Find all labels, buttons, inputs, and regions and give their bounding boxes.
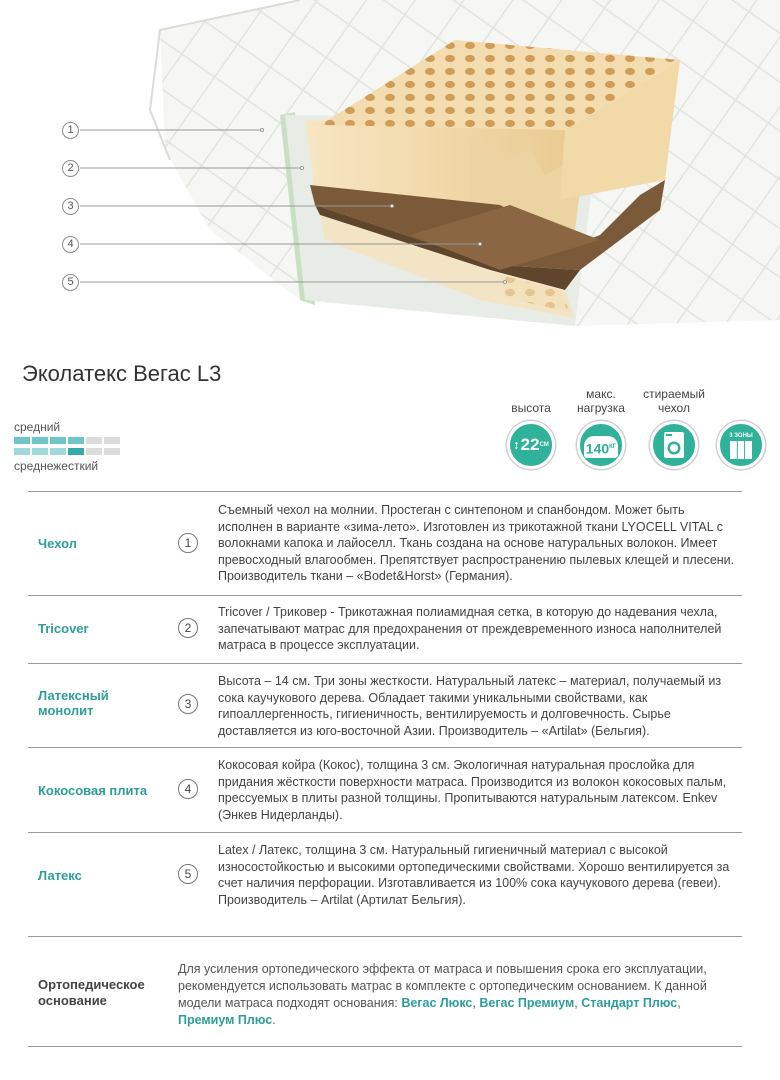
firmness-segment (50, 448, 66, 455)
layer-name: Чехол (38, 536, 77, 551)
firmness-segment (14, 437, 30, 444)
mattress-illustration (0, 0, 780, 330)
firmness-segment (50, 437, 66, 444)
layer-name: Латекс (38, 868, 82, 883)
firmness-segment (104, 437, 120, 444)
layer-description: Latex / Латекс, толщина 3 см. Натуральный гигиеничный материал с высокой износостойкостью и высокими ортопедическими свойствами. Хорошо вентилируется за счет наличия перфорации. Изготавливается из 100% сока каучукового дерева (гевеи). Производитель – Artilat (Артилат Бельгия). (218, 843, 730, 907)
firmness-segment (104, 448, 120, 455)
layer-number: 1 (178, 533, 198, 553)
feature-load-label: макс. нагрузка (577, 387, 625, 415)
feature-height-label: высота (511, 401, 551, 415)
callout-3: 3 (62, 198, 79, 215)
feature-zones (710, 383, 772, 469)
bottom-divider (28, 1046, 742, 1047)
layer-description: Высота – 14 см. Три зоны жесткости. Натуральный латекс – материал, получаемый из сока каучукового дерева. Обладает такими уникальными свойствами, как гипоаллергенность, гигиеничность, вентилируемость и долговечность. Сырье доставляется из юго-восточной Азии. Производитель – «Artilat» (Бельгия). (218, 674, 722, 738)
layer-row-2 (28, 595, 742, 663)
base-title: Ортопедическое основание (38, 977, 145, 1008)
layer-row-4 (28, 747, 742, 832)
feature-washable-label: стираемый чехол (643, 387, 705, 415)
firmness-segment (14, 448, 30, 455)
firmness-segment (32, 448, 48, 455)
layer-number: 5 (178, 864, 198, 884)
base-link-premium-plus[interactable]: Премиум Плюс (178, 1013, 273, 1027)
feature-washable-cover (638, 383, 710, 469)
feature-load-unit: КГ (609, 444, 617, 450)
callout-5: 5 (62, 274, 79, 291)
firmness-indicator (14, 420, 124, 473)
washing-machine-icon (650, 421, 698, 469)
layer-description: Кокосовая койра (Кокос), толщина 3 см. Экологичная натуральная прослойка для придания жёсткости поверхности матраса. Производится из волокон кокосовых пальм, прессуемых в плиты разной толщины. Пропитываются натуральным латексом. Enkev (Энкев Нидерланды). (218, 758, 727, 822)
layer-row-1 (28, 491, 742, 595)
three-zones-icon (717, 421, 765, 469)
feature-badges (500, 383, 775, 473)
layer-name: Tricover (38, 621, 89, 636)
feature-load-value: 140 (585, 440, 610, 457)
layer-row-5 (28, 832, 742, 936)
firmness-segment (68, 448, 84, 455)
feature-height (500, 383, 562, 469)
firmness-bottom-label: среднежесткий (14, 459, 99, 473)
load-weight-icon (577, 421, 625, 469)
feature-height-value: 22 (520, 435, 540, 454)
firmness-top-label: средний (14, 420, 61, 434)
base-link-standard-plus[interactable]: Стандарт Плюс (581, 996, 678, 1010)
layer-number: 3 (178, 694, 198, 714)
feature-zones-value: 3 ЗОНЫ (729, 433, 753, 439)
base-link-vegas-lux[interactable]: Вегас Люкс (401, 996, 473, 1010)
firmness-segment (32, 437, 48, 444)
layer-number: 4 (178, 779, 198, 799)
feature-height-unit: СМ (539, 442, 549, 448)
firmness-top-bar (14, 437, 124, 444)
washing-machine-icon (653, 424, 695, 466)
base-intro: Для усиления ортопедического эффекта от матраса и повышения срока его эксплуатации, рекомендуется использовать матрас в комплекте с ортопедическим основанием. К данной модели матраса подходят основания: (178, 962, 707, 1010)
callout-1: 1 (62, 122, 79, 139)
firmness-segment (68, 437, 84, 444)
layer-number: 2 (178, 618, 198, 638)
feature-load (566, 383, 636, 469)
base-description: Для усиления ортопедического эффекта от матраса и повышения срока его эксплуатации, рекомендуется использовать матрас в комплекте с ортопедическим основанием. К данной модели матраса подходят основания: Вегас Люкс, Вегас Премиум, Стандарт Плюс, Премиум Плюс. (178, 962, 707, 1027)
layer-description: Tricover / Триковер - Трикотажная полиамидная сетка, в которую до надевания чехла, запечатывают матрас для предохранения от преждевременного износа наполнителей матраса в процессе эксплуатации. (218, 605, 722, 652)
three-zones-icon (720, 424, 762, 466)
firmness-segment (86, 437, 102, 444)
layer-name: Кокосовая плита (38, 783, 148, 798)
product-title: Эколатекс Вегас L3 (22, 361, 222, 386)
height-arrows-icon: ↕ 22 СМ (507, 421, 555, 469)
layer-row-3 (28, 663, 742, 747)
mattress-cutaway-image (0, 0, 780, 330)
callout-4: 4 (62, 236, 79, 253)
callout-2: 2 (62, 160, 79, 177)
layer-description: Съемный чехол на молнии. Простеган с синтепоном и спанбондом. Может быть исполнен в варианте «зима-лето». Изготовлен из трикотажной ткани LYOCELL VITAL с волокнами капока и лайоселл. Ткань создана на основе натуральных волокон. Имеет превосходный влагообмен. Препятствует распространению пылевых клещей и плесени. Производитель ткани – «Bodet&Horst» (Германия). (218, 503, 735, 583)
layer-name: Латексный монолит (38, 688, 109, 718)
firmness-segment (86, 448, 102, 455)
firmness-bottom-bar (14, 448, 124, 455)
base-link-vegas-premium[interactable]: Вегас Премиум (479, 996, 575, 1010)
